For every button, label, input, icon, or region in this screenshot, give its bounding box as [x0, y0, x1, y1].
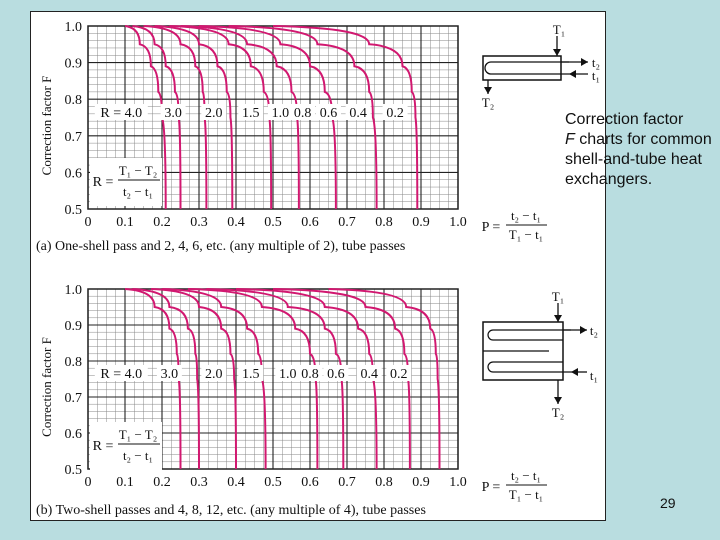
panel-caption: (a) One-shell pass and 2, 4, 6, etc. (any multiple of 2), tube passes: [36, 239, 406, 254]
y-tick-label: 1.0: [64, 283, 82, 298]
x-tick-label: 0.6: [301, 475, 319, 490]
x-tick-label: 0.7: [338, 215, 356, 230]
r-formula-den: t₂ − t₁: [122, 448, 154, 463]
arrow-T2-a-head: [484, 87, 492, 94]
chart-a: [36, 20, 547, 254]
y-tick-label: 0.5: [64, 203, 82, 218]
p-formula: [482, 468, 547, 502]
p-formula-num: t₂ − t₁: [510, 208, 542, 223]
arrow-t1-b-head: [571, 368, 578, 376]
r-label: 0.6: [319, 106, 338, 121]
r-label: 0.6: [327, 367, 345, 382]
x-tick-label: 0.8: [375, 475, 393, 490]
p-formula-den: T₁ − t₁: [508, 227, 544, 242]
r-formula-den: t₂ − t₁: [122, 184, 154, 199]
r-label: 0.8: [301, 367, 319, 382]
label-T2-b: T₂: [551, 405, 565, 420]
x-tick-label: 0.5: [264, 475, 282, 490]
tube-b1: [488, 330, 571, 340]
r-label: R = 4.0: [100, 367, 143, 382]
p-formula-den: T₁ − t₁: [508, 487, 544, 502]
y-tick-label: 0.6: [64, 427, 82, 442]
label-T1-b: T₁: [551, 289, 565, 304]
y-tick-label: 0.6: [64, 166, 82, 182]
x-tick-label: 0.7: [338, 475, 356, 490]
label-t2-a: t₂: [591, 55, 601, 70]
p-formula-lhs: P =: [481, 220, 501, 235]
p-formula-lhs: P =: [481, 480, 501, 495]
y-tick-label: 0.8: [64, 93, 82, 109]
x-tick-label: 0.5: [264, 215, 282, 230]
r-label: 1.0: [271, 106, 290, 121]
r-formula-lhs: R =: [92, 175, 114, 190]
label-T2-a: T₂: [481, 95, 495, 110]
arrow-T2-b-head: [554, 397, 562, 404]
r-formula-num: T₁ − T₂: [118, 163, 158, 178]
x-tick-label: 0: [84, 475, 92, 490]
x-tick-label: 0.2: [153, 475, 171, 490]
label-t1-b: t₁: [589, 368, 599, 383]
r-formula-num: T₁ − T₂: [118, 427, 158, 442]
y-tick-label: 0.9: [64, 56, 82, 72]
correction-factor-charts: [31, 12, 607, 522]
r-label: 0.4: [360, 367, 378, 382]
r-label: 2.0: [205, 106, 223, 121]
y-tick-label: 1.0: [64, 20, 82, 35]
y-tick-label: 0.5: [64, 463, 82, 478]
x-tick-label: 0: [84, 215, 92, 230]
p-formula: [482, 208, 547, 242]
x-tick-label: 0.3: [190, 215, 208, 230]
r-label: 0.2: [386, 106, 404, 121]
y-axis-label: Correction factor F: [39, 337, 54, 437]
x-tick-label: 0.4: [227, 215, 245, 230]
r-label: R = 4.0: [100, 106, 143, 121]
panel-caption: (b) Two-shell passes and 4, 8, 12, etc. (any multiple of 4), tube passes: [36, 503, 426, 518]
x-tick-label: 0.2: [153, 215, 171, 230]
x-tick-label: 0.4: [227, 475, 245, 490]
y-tick-label: 0.7: [64, 129, 82, 145]
caption-line1: Correction factor: [565, 111, 684, 128]
arrow-t1-a-head: [569, 70, 576, 78]
arrow-T1-a-head: [553, 49, 561, 56]
label-T1-a: T₁: [552, 22, 566, 37]
shell-a: [483, 56, 561, 80]
y-tick-label: 0.7: [64, 391, 82, 406]
caption-rest: charts for common shell-and-tube heat exchangers.: [565, 131, 712, 188]
r-label: 0.8: [293, 106, 312, 121]
tube-a: [485, 62, 569, 74]
r-label: 0.2: [390, 367, 408, 382]
r-label: 1.5: [242, 367, 260, 382]
tube-b2: [488, 362, 571, 372]
x-tick-label: 0.1: [116, 215, 134, 230]
r-label: 1.5: [242, 106, 260, 121]
x-tick-label: 0.9: [412, 215, 430, 230]
caption-F: F: [565, 131, 575, 148]
chart-b: [36, 283, 547, 518]
p-formula-num: t₂ − t₁: [510, 468, 542, 483]
r-formula-lhs: R =: [92, 439, 114, 454]
label-t1-a: t₁: [591, 68, 601, 83]
x-tick-label: 0.6: [301, 215, 319, 230]
x-tick-label: 1.0: [449, 475, 467, 490]
x-tick-label: 0.1: [116, 475, 134, 490]
figure-panel: [30, 11, 606, 521]
r-label: 3.0: [160, 367, 179, 382]
slide-caption: [565, 110, 715, 190]
arrow-t2-a-head: [581, 58, 588, 66]
arrow-T1-b-head: [554, 315, 562, 322]
label-t2-b: t₂: [589, 323, 599, 338]
x-tick-label: 1.0: [449, 215, 467, 230]
page-number: 29: [660, 495, 676, 511]
y-tick-label: 0.9: [64, 319, 82, 334]
y-axis-label: Correction factor F: [39, 75, 54, 176]
arrow-t2-b-head: [580, 326, 587, 334]
x-tick-label: 0.9: [412, 475, 430, 490]
r-label: 1.0: [279, 367, 297, 382]
r-label: 2.0: [205, 367, 223, 382]
x-tick-label: 0.8: [375, 215, 393, 230]
y-tick-label: 0.8: [64, 355, 82, 370]
r-label: 0.4: [349, 106, 367, 121]
x-tick-label: 0.3: [190, 475, 208, 490]
r-label: 3.0: [164, 106, 182, 121]
